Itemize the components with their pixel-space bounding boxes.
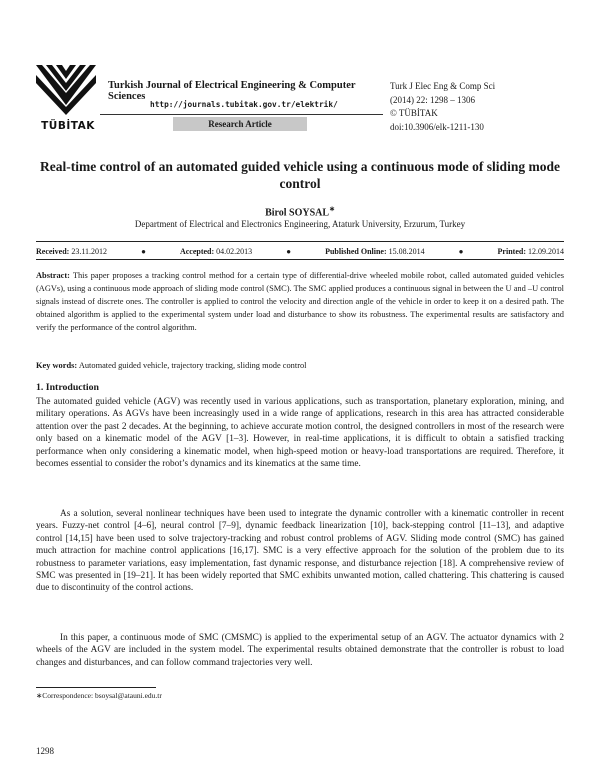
bullet-separator: ● xyxy=(458,247,464,256)
footnote-rule xyxy=(36,687,156,688)
author-mark: ∗ xyxy=(329,205,335,213)
abstract-label: Abstract: xyxy=(36,271,70,280)
bullet-separator: ● xyxy=(141,247,146,256)
paragraph-2: As a solution, several nonlinear techniques have been used to integrate the dynamic controller with a kinematic controller in recent years. Fuzzy-net control [4–6], neural control [7–9], dynamic feedback linearization [10], back-stepping control [11–13], and adaptive control [14,15] have been used to solve trajectory-tracking and robust control problems of AGV. Sliding mode control (SMC) has gained much attraction for machine control applications [16,17]. SMC is a very effective approach for the solution of the problem due to its robustness to parameter variations, easy implementation, fast dynamic response, and disturbance rejection [18]. A comprehensive review of SMC was presented in [19–21]. It has been widely reported that SMC exhibits unwanted motion, called chattering. This chattering is caused due to discontinuity of the control actions. xyxy=(36,509,564,594)
journal-name: Turkish Journal of Electrical Engineering & Computer Sciences xyxy=(108,80,356,102)
date-accepted: Accepted: 04.02.2013 xyxy=(179,247,253,256)
keywords xyxy=(36,361,564,370)
keywords-label: Key words: xyxy=(36,361,78,370)
tubitak-logo-icon xyxy=(36,65,96,127)
dates-row xyxy=(36,247,564,256)
abstract-text: This paper proposes a tracking control method for a certain type of differential-drive wheeled mobile robot, called automated guided vehicles (AGVs), using a continuous mode approach of sliding mode control (SMC). The SMC applied produces a continuous signal in between the U and –U control signals instead of discrete ones. The controller is applied to control the velocity and direction angle of the vehicle in order to keep it on a desired path. The obtained algorithm is applied to the experimental system under load and disturbance to show its robustness. The experimental results are satisfactory and verify the performance of the control algorithm. xyxy=(36,271,564,332)
section-heading: 1. Introduction xyxy=(36,382,99,393)
date-published: Published Online: 15.08.2014 xyxy=(325,247,425,256)
correspondence-footnote: ∗Correspondence: bsoysal@atauni.edu.tr xyxy=(36,691,162,700)
dates-top-rule xyxy=(36,241,564,242)
logo-wordmark: TÜBİTAK xyxy=(41,120,95,132)
volume-pages: (2014) 22: 1298 – 1306 xyxy=(390,94,475,105)
doi-link[interactable]: doi:10.3906/elk-1211-130 xyxy=(390,121,484,132)
author-affiliation: Department of Electrical and Electronics Engineering, Ataturk University, Erzurum, Turkey xyxy=(134,219,466,229)
author-name-text: Birol SOYSAL xyxy=(265,207,330,219)
paragraph-1: The automated guided vehicle (AGV) was recently used in various applications, such as transportation, planetary exploration, mining, and military operations. As AGVs have been increasingly used in a wide range of applications, research in this area has attracted considerable attention over the past 2 decades. At the beginning, to achieve accurate motion control, the designed controllers in most of the research were only based on a kinematic model of the AGV [1–3]. However, in real-time applications, it is difficult to obtain a satisfied tracking performance when only considering a kinematic model, when high-speed motion or heavy-load transportations are required. Therefore, it becomes essential to consider the robot’s dynamics and its kinematics at the same time. xyxy=(36,397,564,470)
keywords-text: Automated guided vehicle, trajectory tracking, sliding mode control xyxy=(78,361,307,370)
paragraph-3: In this paper, a continuous mode of SMC (CMSMC) is applied to the experimental setup of an AGV. The actuator dynamics with 2 wheels of the AGV are included in the system model. The experimental results obtained demonstrate that the controller is robust to load changes and disturbances, and can follow command trajectories very well. xyxy=(36,633,564,668)
citation-block xyxy=(390,80,495,134)
dates-bottom-rule xyxy=(36,259,564,260)
page-number: 1298 xyxy=(36,746,54,756)
bullet-separator: ● xyxy=(286,247,292,256)
article-type-badge: Research Article xyxy=(173,117,307,131)
abstract xyxy=(36,269,564,334)
date-received: Received: 23.11.2012 xyxy=(36,247,108,256)
author-name xyxy=(40,205,560,218)
copyright: © TÜBİTAK xyxy=(390,108,438,118)
date-printed: Printed: 12.09.2014 xyxy=(497,247,564,256)
header-rule xyxy=(100,114,383,115)
paper-title: Real-time control of an automated guided vehicle using a continuous mode of sliding mode control xyxy=(40,159,560,191)
journal-abbrev: Turk J Elec Eng & Comp Sci xyxy=(390,81,496,91)
journal-url-link[interactable]: http://journals.tubitak.gov.tr/elektrik/ xyxy=(150,100,338,109)
